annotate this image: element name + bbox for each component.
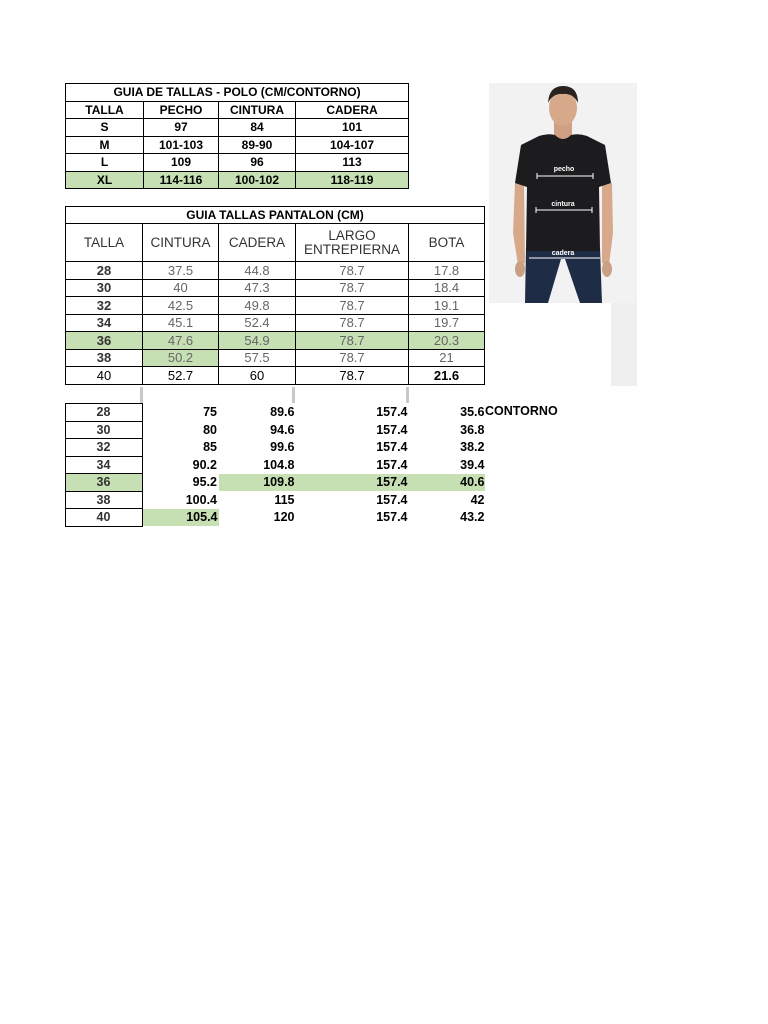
table-row [66,297,485,315]
pantalon-cell: 20.3 [409,332,485,350]
polo-cell: M [66,136,144,154]
table-row [66,491,485,509]
polo-cell: XL [66,171,144,189]
pantalon-cell: 38 [66,349,143,367]
contorno-cell: 75 [203,405,217,420]
contorno-cell: 94.6 [270,422,295,437]
pantalon-cell: 30 [66,279,143,297]
table-row [66,421,485,439]
pantalon-table-title: GUIA TALLAS PANTALON (CM) [66,207,485,224]
pantalon-cell: 34 [66,314,143,332]
polo-cell: 118-119 [296,171,409,189]
pantalon-cell: 52.4 [219,314,296,332]
contorno-cell: 42 [470,492,485,507]
pantalon-cell: 78.7 [296,332,409,350]
table-row-highlighted [66,332,485,350]
contorno-cell: 38.2 [460,440,485,455]
table-row [66,154,409,172]
contorno-cell: 38 [66,491,143,509]
contorno-cell-highlighted: 157.4 [296,474,409,492]
contorno-cell: 89.6 [270,405,295,420]
pantalon-cell: 19.1 [409,297,485,315]
polo-header-cintura: CINTURA [219,101,296,119]
polo-cell: 104-107 [296,136,409,154]
cadera-label: cadera [551,250,575,257]
pantalon-cell: 19.7 [409,314,485,332]
contorno-cell: 157.4 [376,405,408,420]
table-row [66,136,409,154]
table-row [66,439,485,457]
polo-cell: 97 [144,119,219,137]
pantalon-cell: 78.7 [296,297,409,315]
contorno-cell: 90.2 [192,457,217,472]
table-row [66,404,485,422]
table-row [66,456,485,474]
contorno-cell: 43.2 [460,510,485,525]
polo-cell: 100-102 [219,171,296,189]
pantalon-cell: 49.8 [219,297,296,315]
pantalon-cell: 78.7 [296,279,409,297]
pantalon-cell: 17.8 [409,262,485,280]
contorno-cell: 100.4 [185,492,217,507]
table-row [66,509,485,527]
contorno-label: CONTORNO [485,404,558,418]
polo-cell: 113 [296,154,409,172]
polo-cell: 101 [296,119,409,137]
right-hand-shape [602,261,612,277]
column-marker [406,387,409,403]
contorno-cell-highlighted: 105.4 [143,509,219,527]
pantalon-cell: 78.7 [296,314,409,332]
polo-cell: 109 [144,154,219,172]
pantalon-cell: 37.5 [143,262,219,280]
contorno-cell: 157.4 [376,422,408,437]
pantalon-header-largo: LARGO ENTREPIERNA [296,224,409,262]
table-row [66,262,485,280]
cintura-label: cintura [551,201,575,208]
polo-cell: 84 [219,119,296,137]
pantalon-cell: 21.6 [409,367,485,385]
table-row [66,119,409,137]
pecho-label: pecho [553,166,575,173]
pantalon-cell: 47.3 [219,279,296,297]
polo-table-title: GUIA DE TALLAS - POLO (CM/CONTORNO) [66,84,409,102]
contorno-cell: 32 [66,439,143,457]
polo-size-table [65,83,409,189]
polo-header-pecho: PECHO [144,101,219,119]
contorno-cell: 36.8 [460,422,485,437]
pantalon-cell: 54.9 [219,332,296,350]
model-measurement-image [489,83,637,386]
contorno-cell: 104.8 [263,457,295,472]
contorno-cell: 157.4 [376,440,408,455]
column-marker [292,387,295,403]
tshirt-shape [515,134,611,251]
polo-cell: 89-90 [219,136,296,154]
pantalon-header-talla: TALLA [66,224,143,262]
contorno-cell: 157.4 [376,492,408,507]
polo-cell: S [66,119,144,137]
pantalon-cell: 78.7 [296,367,409,385]
left-hand-shape [515,261,525,277]
polo-cell: 96 [219,154,296,172]
contorno-cell-highlighted: 36 [66,474,143,492]
contorno-cell: 120 [273,510,295,525]
pantalon-cell: 40 [143,279,219,297]
pantalon-cell: 32 [66,297,143,315]
contorno-cell: 40 [66,509,143,527]
contorno-cell: 39.4 [460,457,485,472]
pantalon-cell: 57.5 [219,349,296,367]
pantalon-size-table [65,206,485,385]
contorno-cell: 35.6 [460,405,485,420]
pantalon-header-bota: BOTA [409,224,485,262]
polo-cell: 114-116 [144,171,219,189]
model-background-strip [611,303,637,386]
pantalon-cell-highlighted: 50.2 [143,349,219,367]
contorno-cell: 30 [66,421,143,439]
pantalon-cell: 40 [66,367,143,385]
pantalon-cell: 21 [409,349,485,367]
pantalon-cell: 78.7 [296,262,409,280]
polo-header-talla: TALLA [66,101,144,119]
table-row [66,279,485,297]
table-row [66,349,485,367]
pantalon-cell: 18.4 [409,279,485,297]
contorno-cell: 34 [66,456,143,474]
pantalon-cell: 28 [66,262,143,280]
polo-header-cadera: CADERA [296,101,409,119]
pantalon-cell: 52.7 [143,367,219,385]
contorno-cell: 85 [203,440,217,455]
contorno-cell-highlighted: 109.8 [219,474,296,492]
polo-cell: 101-103 [144,136,219,154]
table-row-highlighted [66,171,409,189]
contorno-cell: 28 [66,404,143,422]
pantalon-cell: 36 [66,332,143,350]
contorno-cell: 157.4 [376,457,408,472]
pantalon-header-cintura: CINTURA [143,224,219,262]
contorno-table [65,403,485,527]
pantalon-cell: 78.7 [296,349,409,367]
pantalon-cell: 45.1 [143,314,219,332]
contorno-cell: 95.2 [192,475,217,490]
contorno-cell: 157.4 [376,510,408,525]
contorno-cell: 80 [203,422,217,437]
pantalon-cell: 42.5 [143,297,219,315]
pantalon-header-cadera: CADERA [219,224,296,262]
pantalon-cell: 60 [219,367,296,385]
contorno-cell: 99.6 [270,440,295,455]
contorno-cell-highlighted: 40.6 [409,474,485,492]
table-row [66,474,485,492]
contorno-cell: 115 [274,492,295,507]
pantalon-cell: 44.8 [219,262,296,280]
table-row [66,367,485,385]
polo-cell: L [66,154,144,172]
table-row [66,314,485,332]
column-marker [140,387,143,403]
pantalon-cell: 47.6 [143,332,219,350]
